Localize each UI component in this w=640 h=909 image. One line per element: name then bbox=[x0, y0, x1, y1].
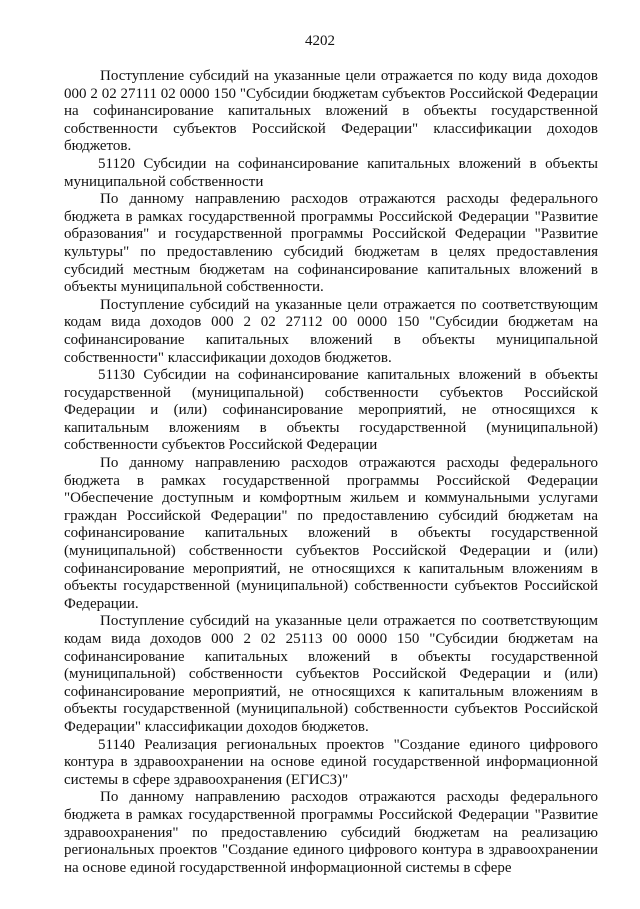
section-heading-51120: 51120 Субсидии на софинансирование капитальных вложений в объекты муниципальной собственности bbox=[64, 155, 598, 190]
section-heading-51140: 51140 Реализация региональных проектов "Создание единого цифрового контура в здравоохранении на основе единой государственной информационной системы в сфере здравоохранения (ЕГИСЗ)" bbox=[64, 736, 598, 788]
page-number: 4202 bbox=[305, 33, 335, 49]
paragraph-revenue-code-27112: Поступление субсидий на указанные цели отражается по соответствующим кодам вида доходов 000 2 02 27112 00 0000 150 "Субсидии бюджетам на софинансирование капитальных вложений в объекты муниципальной собственности" классификации доходов бюджетов. bbox=[64, 296, 598, 366]
section-heading-51130: 51130 Субсидии на софинансирование капитальных вложений в объекты государственной (муниципальной) собственности субъектов Российской Федерации и (или) софинансирование мероприятий, не относящихся к капитальным вложениям в объекты государственной (муниципальной) собственности субъектов Российской Федерации bbox=[64, 367, 598, 454]
paragraph-revenue-code-25113: Поступление субсидий на указанные цели отражается по соответствующим кодам вида доходов 000 2 02 25113 00 0000 150 "Субсидии бюджетам на софинансирование капитальных вложений в объекты государственной (муниципальной) собственности субъектов Российской Федерации и (или) софинансирование мероприятий, не относящихся к капитальным вложениям в объекты государственной (муниципальной) собственности субъектов Российской Федерации" классификации доходов бюджетов. bbox=[64, 613, 598, 735]
paragraph-expenses-51120: По данному направлению расходов отражаются расходы федерального бюджета в рамках государственной программы Российской Федерации "Развитие образования" и государственной программы Российской Федерации "Развитие культуры" по предоставлению субсидий бюджетам в целях предоставления субсидий местным бюджетам на софинансирование капитальных вложений в объекты муниципальной собственности. bbox=[64, 191, 598, 296]
document-body bbox=[64, 68, 598, 877]
paragraph-expenses-51130: По данному направлению расходов отражаются расходы федерального бюджета в рамках государственной программы Российской Федерации "Обеспечение доступным и комфортным жильем и коммунальными услугами граждан Российской Федерации" по предоставлению субсидий бюджетам на софинансирование капитальных вложений в объекты государственной (муниципальной) собственности субъектов Российской Федерации и (или) софинансирование мероприятий, не относящихся к капитальным вложениям в объекты государственной (муниципальной) собственности субъектов Российской Федерации. bbox=[64, 455, 598, 612]
paragraph-revenue-code-27111: Поступление субсидий на указанные цели отражается по коду вида доходов 000 2 02 27111 02 0000 150 "Субсидии бюджетам субъектов Российской Федерации на софинансирование капитальных вложений в объекты государственной собственности субъектов Российской Федерации" классификации доходов бюджетов. bbox=[64, 68, 598, 155]
paragraph-expenses-51140: По данному направлению расходов отражаются расходы федерального бюджета в рамках государственной программы Российской Федерации "Развитие здравоохранения" по предоставлению субсидий бюджетам на реализацию региональных проектов "Создание единого цифрового контура в здравоохранении на основе единой государственной информационной системы в сфере bbox=[64, 789, 598, 876]
